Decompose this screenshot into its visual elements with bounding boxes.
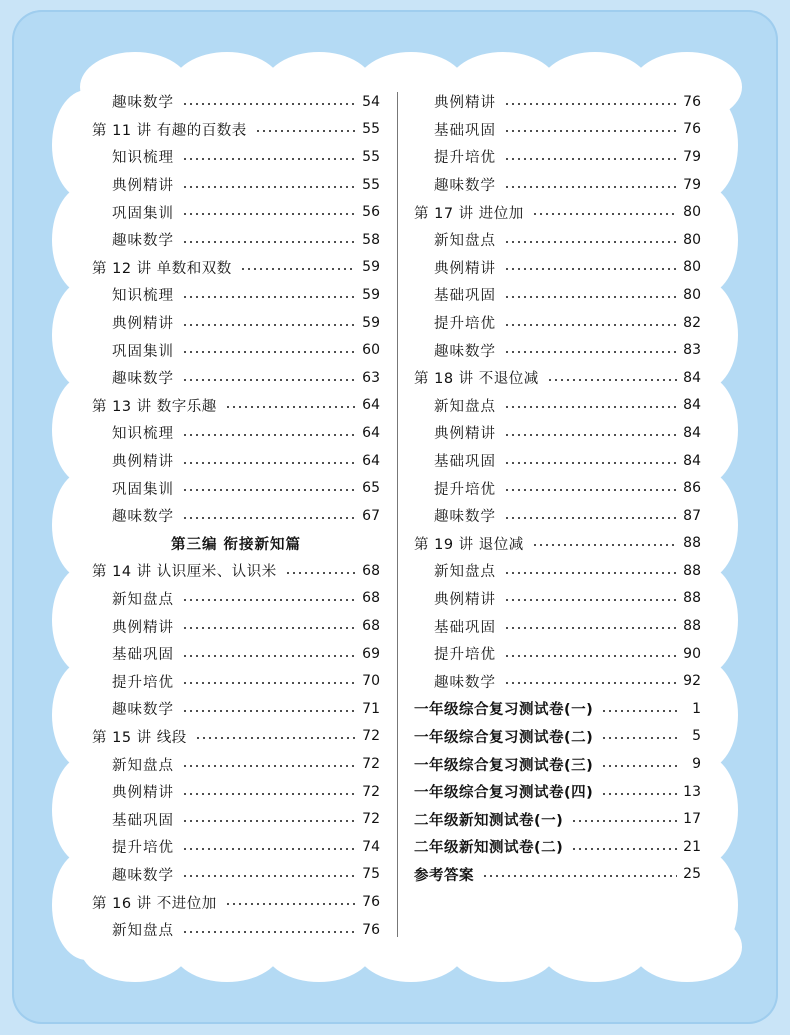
toc-entry-title: 一年级综合复习测试卷(二)	[414, 729, 594, 746]
toc-entry-page: 88	[683, 590, 701, 607]
toc-entry-page: 25	[683, 866, 701, 883]
toc-entry	[414, 392, 701, 420]
toc-entry	[414, 612, 701, 640]
toc-entry-title: 第三编 衔接新知篇	[170, 536, 302, 553]
toc-entry-page: 84	[683, 452, 701, 469]
toc-entry-title: 第 18 讲 不退位减	[414, 371, 539, 388]
toc-entry-page: 75	[362, 866, 380, 883]
toc-entry	[92, 171, 380, 199]
toc-entry-title: 提升培优	[434, 316, 496, 333]
dot-leader	[182, 434, 356, 436]
toc-entry-title: 知识梳理	[112, 150, 174, 167]
dot-leader	[504, 186, 677, 188]
toc-entry	[92, 612, 380, 640]
dot-leader	[182, 241, 356, 243]
toc-entry	[414, 833, 701, 861]
toc-entry-page: 80	[683, 259, 701, 276]
dot-leader	[182, 158, 356, 160]
toc-entry	[414, 309, 701, 337]
toc-entry	[414, 364, 701, 392]
toc-entry-page: 86	[683, 480, 701, 497]
toc-entry-title: 第 13 讲 数字乐趣	[92, 398, 217, 415]
dot-leader	[225, 903, 356, 905]
toc-entry-page: 59	[362, 286, 380, 303]
dot-leader	[182, 655, 356, 657]
toc-entry-page: 79	[683, 148, 701, 165]
dot-leader	[504, 406, 677, 408]
toc-entry-page: 70	[362, 673, 380, 690]
toc-entry-title: 第 16 讲 不进位加	[92, 895, 217, 912]
dot-leader	[182, 213, 356, 215]
dot-leader	[504, 158, 677, 160]
toc-entry-page: 21	[683, 838, 701, 855]
toc-entry	[414, 667, 701, 695]
toc-entry	[414, 88, 701, 116]
toc-entry-title: 趣味数学	[434, 343, 496, 360]
dot-leader	[504, 627, 677, 629]
toc-entry	[414, 805, 701, 833]
dot-leader	[182, 848, 356, 850]
dot-leader	[182, 765, 356, 767]
toc-entry-page: 72	[362, 728, 380, 745]
toc-entry-title: 巩固集训	[112, 205, 174, 222]
toc-entry-title: 提升培优	[112, 674, 174, 691]
toc-entry-title: 趣味数学	[434, 178, 496, 195]
toc-entry-page: 84	[683, 369, 701, 386]
toc-entry-title: 第 19 讲 退位减	[414, 536, 524, 553]
toc-entry-title: 二年级新知测试卷(一)	[414, 812, 564, 829]
toc-entry-page: 17	[683, 811, 701, 828]
toc-entry-title: 新知盘点	[434, 398, 496, 415]
toc-entry-title: 第 15 讲 线段	[92, 729, 187, 746]
toc-entry-title: 提升培优	[434, 481, 496, 498]
dot-leader	[504, 351, 677, 353]
toc-entry-title: 新知盘点	[434, 564, 496, 581]
toc-entry-page: 72	[362, 783, 380, 800]
toc-entry-title: 典例精讲	[434, 426, 496, 443]
toc-entry-page: 84	[683, 397, 701, 414]
toc-entry-title: 趣味数学	[434, 509, 496, 526]
dot-leader	[225, 406, 356, 408]
toc-entry	[92, 447, 380, 475]
toc-entry	[92, 750, 380, 778]
toc-entry-title: 趣味数学	[112, 702, 174, 719]
dot-leader	[504, 599, 677, 601]
toc-entry-page: 64	[362, 452, 380, 469]
toc-entry-page: 59	[362, 259, 380, 276]
toc-entry	[92, 888, 380, 916]
toc-entry-page: 55	[362, 148, 380, 165]
toc-entry-page: 69	[362, 645, 380, 662]
toc-entry-title: 第 11 讲 有趣的百数表	[92, 122, 247, 139]
toc-entry	[414, 116, 701, 144]
toc-entry	[92, 916, 380, 944]
toc-entry-page: 90	[683, 645, 701, 662]
toc-entry-title: 典例精讲	[112, 619, 174, 636]
toc-entry-title: 新知盘点	[434, 233, 496, 250]
toc-entry-page: 84	[683, 424, 701, 441]
toc-entry-title: 典例精讲	[112, 785, 174, 802]
toc-entry-title: 趣味数学	[112, 233, 174, 250]
toc-entry	[414, 254, 701, 282]
dot-leader	[504, 517, 677, 519]
dot-leader	[182, 710, 356, 712]
toc-entry-page: 76	[362, 921, 380, 938]
toc-entry-title: 第 14 讲 认识厘米、认识米	[92, 564, 277, 581]
toc-entry-title: 参考答案	[414, 867, 474, 884]
dot-leader	[182, 875, 356, 877]
toc-entry	[414, 750, 701, 778]
toc-entry-page: 1	[692, 700, 701, 717]
toc-entry	[414, 143, 701, 171]
toc-entry	[92, 778, 380, 806]
toc-entry-title: 第 12 讲 单数和双数	[92, 260, 232, 277]
toc-entry-page: 92	[683, 673, 701, 690]
toc-entry-page: 72	[362, 811, 380, 828]
toc-entry-page: 55	[362, 121, 380, 138]
toc-entry	[414, 861, 701, 889]
toc-entry-page: 68	[362, 618, 380, 635]
toc-entry-title: 新知盘点	[112, 757, 174, 774]
toc-entry-title: 一年级综合复习测试卷(三)	[414, 757, 594, 774]
toc-entry	[92, 805, 380, 833]
toc-entry	[414, 419, 701, 447]
toc-entry-title: 典例精讲	[112, 178, 174, 195]
toc-entry	[92, 695, 380, 723]
dot-leader	[601, 793, 677, 795]
dot-leader	[504, 489, 677, 491]
dot-leader	[182, 682, 356, 684]
toc-entry-title: 提升培优	[112, 840, 174, 857]
toc-entry	[414, 171, 701, 199]
toc-entry-page: 82	[683, 314, 701, 331]
toc-entry-page: 71	[362, 700, 380, 717]
toc-entry	[414, 226, 701, 254]
toc-entry-title: 基础巩固	[112, 647, 174, 664]
dot-leader	[182, 379, 356, 381]
dot-leader	[255, 130, 356, 132]
dot-leader	[182, 627, 356, 629]
toc-entry-page: 59	[362, 314, 380, 331]
toc-entry	[414, 723, 701, 751]
toc-entry	[414, 585, 701, 613]
toc-entry	[92, 226, 380, 254]
dot-leader	[532, 213, 677, 215]
dot-leader	[504, 268, 677, 270]
toc-entry-page: 55	[362, 176, 380, 193]
toc-entry-title: 巩固集训	[112, 481, 174, 498]
dot-leader	[182, 324, 356, 326]
dot-leader	[601, 710, 681, 712]
dot-leader	[601, 737, 681, 739]
toc-entry	[92, 364, 380, 392]
dot-leader	[182, 793, 356, 795]
toc-entry-title: 巩固集训	[112, 343, 174, 360]
toc-entry-title: 知识梳理	[112, 426, 174, 443]
dot-leader	[182, 489, 356, 491]
toc-entry-title: 新知盘点	[112, 923, 174, 940]
toc-entry-page: 80	[683, 286, 701, 303]
dot-leader	[571, 848, 677, 850]
toc-entry-page: 79	[683, 176, 701, 193]
dot-leader	[182, 103, 356, 105]
toc-entry-page: 72	[362, 756, 380, 773]
toc-entry	[414, 557, 701, 585]
toc-entry	[92, 88, 380, 116]
dot-leader	[532, 544, 677, 546]
toc-entry	[414, 530, 701, 558]
toc-entry-page: 76	[683, 121, 701, 138]
dot-leader	[182, 931, 356, 933]
dot-leader	[195, 737, 356, 739]
toc-entry-title: 基础巩固	[112, 812, 174, 829]
toc-entry	[414, 474, 701, 502]
dot-leader	[504, 103, 677, 105]
toc-entry-page: 60	[362, 342, 380, 359]
toc-entry-title: 趣味数学	[112, 867, 174, 884]
toc-entry-title: 典例精讲	[434, 591, 496, 608]
dot-leader	[504, 130, 677, 132]
toc-entry-title: 基础巩固	[434, 454, 496, 471]
toc-entry-title: 基础巩固	[434, 122, 496, 139]
toc-entry-page: 68	[362, 562, 380, 579]
dot-leader	[182, 462, 356, 464]
toc-entry-title: 基础巩固	[434, 288, 496, 305]
toc-entry-title: 趣味数学	[434, 674, 496, 691]
column-divider	[397, 92, 398, 937]
toc-entry-page: 76	[362, 894, 380, 911]
toc-entry-page: 88	[683, 535, 701, 552]
toc-entry-page: 54	[362, 93, 380, 110]
toc-entry-title: 二年级新知测试卷(二)	[414, 840, 564, 857]
dot-leader	[182, 599, 356, 601]
toc-entry-title: 趣味数学	[112, 509, 174, 526]
toc-entry-title: 趣味数学	[112, 371, 174, 388]
dot-leader	[182, 820, 356, 822]
dot-leader	[285, 572, 356, 574]
toc-entry	[414, 198, 701, 226]
toc-entry	[414, 778, 701, 806]
dot-leader	[182, 296, 356, 298]
toc-entry	[92, 254, 380, 282]
toc-entry-page: 64	[362, 397, 380, 414]
toc-entry-page: 87	[683, 507, 701, 524]
dot-leader	[504, 682, 677, 684]
toc-entry	[92, 143, 380, 171]
toc-entry	[92, 281, 380, 309]
toc-entry	[92, 640, 380, 668]
toc-entry-title: 典例精讲	[112, 454, 174, 471]
toc-entry-page: 63	[362, 369, 380, 386]
toc-entry	[92, 667, 380, 695]
toc-entry	[92, 502, 380, 530]
toc-entry-page: 56	[362, 204, 380, 221]
dot-leader	[182, 351, 356, 353]
toc-column-left	[92, 88, 380, 943]
toc-entry-title: 典例精讲	[112, 316, 174, 333]
dot-leader	[504, 434, 677, 436]
toc-entry-title: 新知盘点	[112, 591, 174, 608]
toc-entry-page: 9	[692, 756, 701, 773]
toc-entry	[92, 557, 380, 585]
dot-leader	[504, 296, 677, 298]
toc-entry	[92, 198, 380, 226]
toc-entry-title: 提升培优	[434, 150, 496, 167]
toc-entry	[414, 336, 701, 364]
toc-entry	[414, 640, 701, 668]
toc-entry-page: 58	[362, 231, 380, 248]
toc-entry-title: 知识梳理	[112, 288, 174, 305]
toc-entry-page: 64	[362, 424, 380, 441]
toc-column-right	[414, 88, 701, 888]
dot-leader	[547, 379, 677, 381]
dot-leader	[504, 324, 677, 326]
toc-entry-title: 基础巩固	[434, 619, 496, 636]
dot-leader	[504, 462, 677, 464]
dot-leader	[482, 875, 677, 877]
toc-entry-page: 80	[683, 204, 701, 221]
toc-entry	[414, 695, 701, 723]
toc-entry	[92, 723, 380, 751]
toc-entry	[92, 336, 380, 364]
toc-entry-title: 趣味数学	[112, 95, 174, 112]
toc-entry	[92, 474, 380, 502]
toc-entry	[92, 392, 380, 420]
toc-entry	[414, 502, 701, 530]
toc-entry-title: 第 17 讲 进位加	[414, 205, 524, 222]
dot-leader	[601, 765, 681, 767]
toc-entry	[92, 309, 380, 337]
toc-entry	[414, 447, 701, 475]
dot-leader	[504, 572, 677, 574]
toc-entry-page: 83	[683, 342, 701, 359]
toc-entry-title: 典例精讲	[434, 260, 496, 277]
dot-leader	[182, 186, 356, 188]
toc-entry	[92, 116, 380, 144]
toc-entry	[92, 833, 380, 861]
toc-entry-page: 88	[683, 562, 701, 579]
toc-entry-page: 76	[683, 93, 701, 110]
dot-leader	[504, 655, 677, 657]
toc-entry-page: 13	[683, 783, 701, 800]
toc-entry	[92, 861, 380, 889]
toc-entry-title: 一年级综合复习测试卷(一)	[414, 702, 594, 719]
toc-entry	[92, 585, 380, 613]
dot-leader	[571, 820, 677, 822]
toc-entry-page: 65	[362, 480, 380, 497]
toc-entry	[92, 530, 380, 558]
toc-entry-page: 88	[683, 618, 701, 635]
toc-entry-title: 一年级综合复习测试卷(四)	[414, 785, 594, 802]
toc-entry	[92, 419, 380, 447]
toc-entry-page: 80	[683, 231, 701, 248]
toc-entry-title: 典例精讲	[434, 95, 496, 112]
toc-entry-page: 67	[362, 507, 380, 524]
toc-entry-page: 68	[362, 590, 380, 607]
toc-entry-page: 74	[362, 838, 380, 855]
dot-leader	[240, 268, 356, 270]
toc-entry	[414, 281, 701, 309]
toc-entry-title: 提升培优	[434, 647, 496, 664]
toc-entry-page: 5	[692, 728, 701, 745]
dot-leader	[182, 517, 356, 519]
dot-leader	[504, 241, 677, 243]
